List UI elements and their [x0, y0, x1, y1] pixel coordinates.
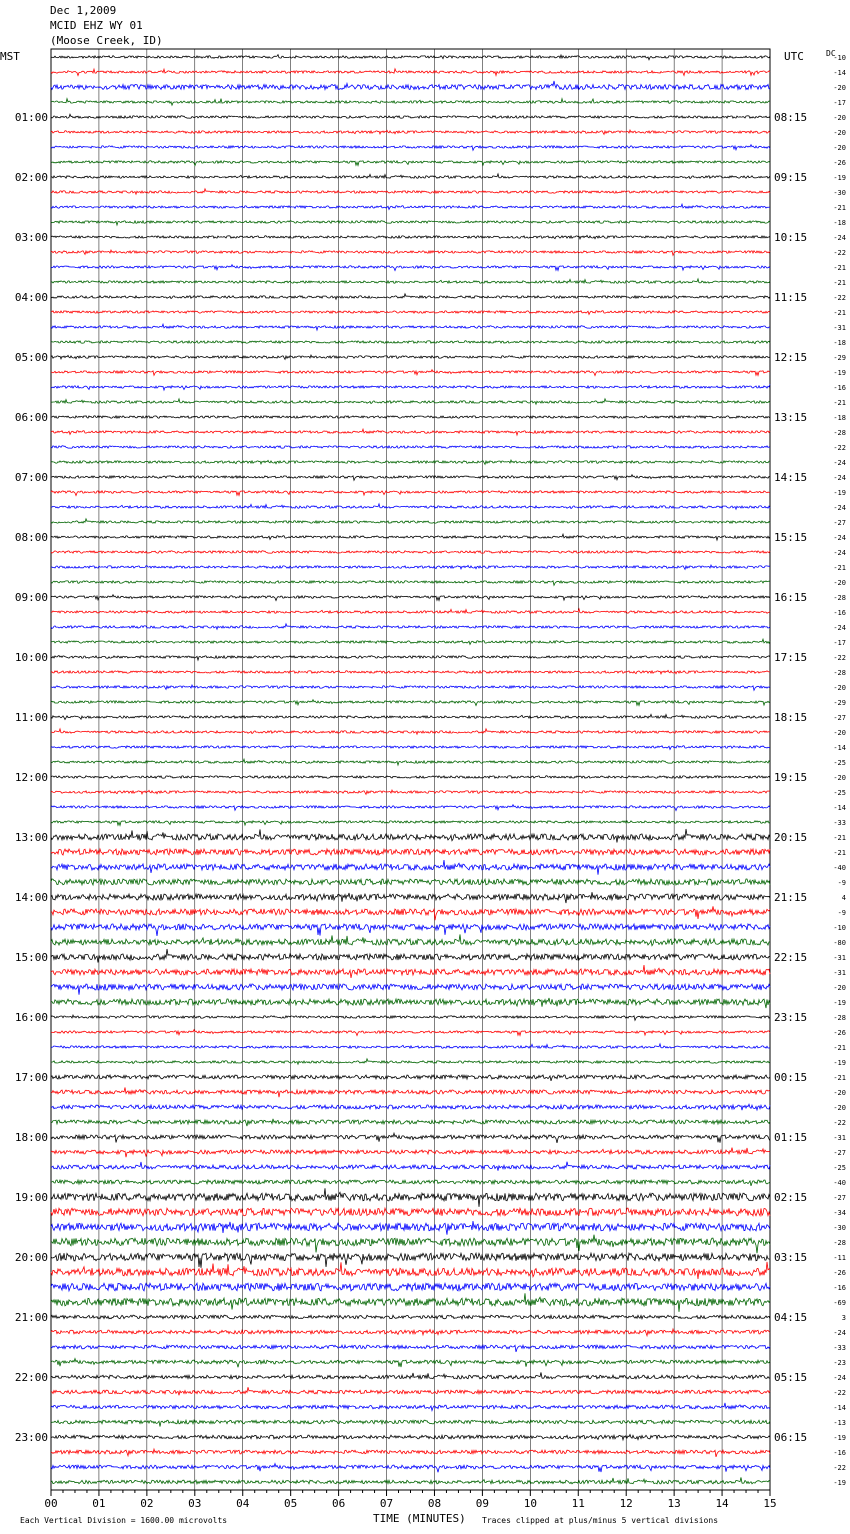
trace-line — [51, 475, 770, 481]
left-hour-label: 14:00 — [14, 891, 48, 904]
trace-line — [51, 1449, 770, 1457]
dc-offset-label: -24 — [833, 1374, 846, 1382]
trace-line — [51, 1235, 770, 1254]
dc-offset-label: -22 — [833, 1464, 846, 1472]
trace-line — [51, 949, 770, 963]
trace-line — [51, 565, 770, 569]
dc-offset-label: -25 — [833, 789, 846, 797]
dc-offset-label: -20 — [833, 774, 846, 782]
trace-line — [51, 429, 770, 435]
trace-line — [51, 776, 770, 778]
trace-line — [51, 1293, 770, 1312]
trace-line — [51, 279, 770, 283]
left-hour-label: 20:00 — [14, 1251, 48, 1264]
trace-line — [51, 609, 770, 613]
left-hour-label: 01:00 — [14, 111, 48, 124]
right-timezone-label: UTC — [784, 50, 804, 63]
dc-offset-label: -22 — [833, 249, 846, 257]
trace-line — [51, 879, 770, 885]
dc-offset-label: -24 — [833, 549, 846, 557]
trace-line — [51, 161, 770, 166]
dc-offset-label: -20 — [833, 729, 846, 737]
trace-line — [51, 892, 770, 903]
left-hour-label: 11:00 — [14, 711, 48, 724]
trace-line — [51, 1030, 770, 1036]
trace-line — [51, 965, 770, 978]
trace-line — [51, 1345, 770, 1352]
trace-line — [51, 81, 770, 90]
left-hour-label: 19:00 — [14, 1191, 48, 1204]
x-tick-label: 03 — [188, 1497, 202, 1510]
dc-offset-label: -9 — [837, 909, 846, 917]
x-tick-label: 05 — [284, 1497, 298, 1510]
trace-line — [51, 1315, 770, 1319]
left-hour-label: 07:00 — [14, 471, 48, 484]
dc-offset-label: -40 — [833, 864, 846, 872]
dc-offset-label: -27 — [833, 519, 846, 527]
trace-line — [51, 1087, 770, 1097]
right-hour-label: 21:15 — [774, 891, 808, 904]
trace-line — [51, 55, 770, 60]
dc-offset-label: -22 — [833, 444, 846, 452]
right-hour-label: 05:15 — [774, 1371, 808, 1384]
right-hour-label: 06:15 — [774, 1431, 808, 1444]
dc-offset-label: -21 — [833, 834, 846, 842]
dc-offset-label: -19 — [833, 999, 846, 1007]
trace-line — [51, 1015, 770, 1020]
trace-line — [51, 416, 770, 418]
right-hour-label: 14:15 — [774, 471, 808, 484]
trace-line — [51, 1372, 770, 1379]
trace-line — [51, 656, 770, 661]
dc-offset-label: -10 — [833, 924, 846, 932]
dc-offset-label: -33 — [833, 1344, 846, 1352]
right-hour-label: 18:15 — [774, 711, 808, 724]
trace-group — [51, 55, 770, 1484]
dc-offset-label: -20 — [833, 1089, 846, 1097]
right-hour-label: 19:15 — [774, 771, 808, 784]
label-group — [15, 54, 846, 1510]
trace-line — [51, 998, 770, 1008]
dc-offset-label: -28 — [833, 1014, 846, 1022]
left-hour-label: 15:00 — [14, 951, 48, 964]
dc-offset-label: -21 — [833, 564, 846, 572]
trace-line — [51, 460, 770, 464]
dc-offset-label: -21 — [833, 309, 846, 317]
trace-line — [51, 1221, 770, 1235]
x-tick-label: 15 — [763, 1497, 777, 1510]
left-hour-label: 03:00 — [14, 231, 48, 244]
dc-offset-label: -26 — [833, 1269, 846, 1277]
trace-line — [51, 311, 770, 315]
trace-line — [51, 670, 770, 674]
dc-offset-label: -27 — [833, 714, 846, 722]
trace-line — [51, 1477, 770, 1483]
dc-offset-label: -20 — [833, 144, 846, 152]
trace-line — [51, 519, 770, 523]
trace-line — [51, 1044, 770, 1048]
trace-line — [51, 174, 770, 179]
dc-offset-label: -14 — [833, 804, 846, 812]
trace-line — [51, 829, 770, 843]
dc-offset-label: -10 — [833, 54, 846, 62]
left-hour-label: 23:00 — [14, 1431, 48, 1444]
right-hour-label: 13:15 — [774, 411, 808, 424]
dc-offset-label: -29 — [833, 354, 846, 362]
x-tick-label: 01 — [92, 1497, 106, 1510]
dc-offset-label: -27 — [833, 1194, 846, 1202]
dc-offset-label: -25 — [833, 1164, 846, 1172]
trace-line — [51, 534, 770, 540]
trace-line — [51, 849, 770, 855]
trace-line — [51, 1133, 770, 1143]
dc-offset-label: -21 — [833, 204, 846, 212]
dc-offset-label: -31 — [833, 1134, 846, 1142]
dc-offset-label: -27 — [833, 1149, 846, 1157]
dc-offset-label: -13 — [833, 1419, 846, 1427]
trace-line — [51, 1329, 770, 1336]
left-hour-label: 17:00 — [14, 1071, 48, 1084]
trace-line — [51, 235, 770, 239]
trace-line — [51, 624, 770, 629]
left-hour-label: 16:00 — [14, 1011, 48, 1024]
trace-line — [51, 1075, 770, 1081]
dc-offset-label: -17 — [833, 639, 846, 647]
dc-offset-label: -80 — [833, 939, 846, 947]
footer-clip-note: Traces clipped at plus/minus 5 vertical divisions — [482, 1516, 719, 1525]
trace-line — [51, 294, 770, 299]
dc-offset-label: 4 — [841, 894, 846, 902]
header-station: MCID EHZ WY 01 — [50, 19, 143, 32]
dc-offset-label: -25 — [833, 759, 846, 767]
trace-line — [51, 581, 770, 586]
trace-line — [51, 221, 770, 225]
right-hour-label: 15:15 — [774, 531, 808, 544]
left-hour-label: 12:00 — [14, 771, 48, 784]
dc-offset-label: -33 — [833, 819, 846, 827]
left-hour-label: 02:00 — [14, 171, 48, 184]
dc-offset-label: -20 — [833, 129, 846, 137]
dc-offset-label: -22 — [833, 1389, 846, 1397]
dc-offset-label: -16 — [833, 384, 846, 392]
dc-offset-label: -21 — [833, 279, 846, 287]
trace-line — [51, 99, 770, 106]
dc-offset-label: -28 — [833, 669, 846, 677]
dc-offset-label: -40 — [833, 1179, 846, 1187]
right-hour-label: 17:15 — [774, 651, 808, 664]
dc-offset-label: -24 — [833, 1329, 846, 1337]
trace-line — [51, 491, 770, 496]
dc-offset-label: -9 — [837, 879, 846, 887]
trace-line — [51, 446, 770, 448]
right-hour-label: 23:15 — [774, 1011, 808, 1024]
dc-offset-label: -20 — [833, 1104, 846, 1112]
x-tick-label: 13 — [667, 1497, 681, 1510]
dc-offset-label: -28 — [833, 1239, 846, 1247]
trace-line — [51, 1162, 770, 1171]
trace-line — [51, 1119, 770, 1126]
dc-offset-label: -24 — [833, 534, 846, 542]
dc-offset-label: -19 — [833, 1059, 846, 1067]
trace-line — [51, 324, 770, 330]
dc-offset-label: -21 — [833, 399, 846, 407]
trace-line — [51, 341, 770, 344]
trace-line — [51, 1420, 770, 1426]
dc-offset-label: -16 — [833, 1449, 846, 1457]
x-tick-label: 11 — [571, 1497, 585, 1510]
dc-offset-label: -16 — [833, 1284, 846, 1292]
right-hour-label: 12:15 — [774, 351, 808, 364]
trace-line — [51, 399, 770, 404]
right-hour-label: 04:15 — [774, 1311, 808, 1324]
right-hour-label: 09:15 — [774, 171, 808, 184]
trace-line — [51, 759, 770, 765]
dc-offset-label: -20 — [833, 114, 846, 122]
x-axis-title: TIME (MINUTES) — [373, 1512, 466, 1525]
right-hour-label: 11:15 — [774, 291, 808, 304]
trace-line — [51, 1253, 770, 1268]
right-hour-label: 16:15 — [774, 591, 808, 604]
trace-line — [51, 1283, 770, 1291]
dc-offset-label: 3 — [841, 1314, 846, 1322]
x-tick-label: 04 — [236, 1497, 250, 1510]
trace-line — [51, 1435, 770, 1440]
x-tick-label: 00 — [44, 1497, 58, 1510]
dc-offset-label: -20 — [833, 984, 846, 992]
dc-offset-label: -28 — [833, 594, 846, 602]
x-tick-label: 14 — [715, 1497, 729, 1510]
dc-offset-label: -20 — [833, 684, 846, 692]
right-hour-label: 10:15 — [774, 231, 808, 244]
left-hour-label: 18:00 — [14, 1131, 48, 1144]
dc-offset-label: -14 — [833, 69, 846, 77]
left-hour-label: 10:00 — [14, 651, 48, 664]
trace-line — [51, 700, 770, 706]
trace-line — [51, 984, 770, 995]
dc-offset-label: -24 — [833, 624, 846, 632]
x-tick-label: 10 — [523, 1497, 537, 1510]
trace-line — [51, 805, 770, 811]
dc-offset-label: -21 — [833, 1074, 846, 1082]
x-tick-label: 02 — [140, 1497, 154, 1510]
trace-line — [51, 189, 770, 194]
dc-label: DC — [826, 49, 836, 58]
dc-offset-label: -21 — [833, 849, 846, 857]
trace-line — [51, 1059, 770, 1064]
trace-line — [51, 934, 770, 945]
right-hour-label: 00:15 — [774, 1071, 808, 1084]
dc-offset-label: -20 — [833, 84, 846, 92]
trace-line — [51, 1387, 770, 1395]
dc-offset-label: -18 — [833, 339, 846, 347]
dc-offset-label: -23 — [833, 1359, 846, 1367]
left-timezone-label: MST — [0, 50, 20, 63]
trace-line — [51, 1403, 770, 1411]
trace-line — [51, 924, 770, 936]
trace-line — [51, 1104, 770, 1110]
dc-offset-label: -26 — [833, 159, 846, 167]
trace-line — [51, 1188, 770, 1207]
trace-line — [51, 906, 770, 920]
dc-offset-label: -26 — [833, 1029, 846, 1037]
trace-line — [51, 860, 770, 875]
dc-offset-label: -19 — [833, 489, 846, 497]
trace-line — [51, 1359, 770, 1368]
dc-offset-label: -24 — [833, 504, 846, 512]
dc-offset-label: -18 — [833, 414, 846, 422]
trace-line — [51, 204, 770, 209]
left-hour-label: 22:00 — [14, 1371, 48, 1384]
right-hour-label: 02:15 — [774, 1191, 808, 1204]
dc-offset-label: -20 — [833, 579, 846, 587]
dc-offset-label: -28 — [833, 429, 846, 437]
dc-offset-label: -30 — [833, 1224, 846, 1232]
right-hour-label: 08:15 — [774, 111, 808, 124]
trace-line — [51, 114, 770, 118]
trace-line — [51, 1464, 770, 1473]
dc-offset-label: -31 — [833, 969, 846, 977]
right-hour-label: 01:15 — [774, 1131, 808, 1144]
dc-offset-label: -14 — [833, 744, 846, 752]
trace-line — [51, 820, 770, 825]
trace-line — [51, 551, 770, 553]
trace-line — [51, 69, 770, 76]
dc-offset-label: -17 — [833, 99, 846, 107]
dc-offset-label: -24 — [833, 234, 846, 242]
dc-offset-label: -21 — [833, 264, 846, 272]
x-tick-label: 12 — [619, 1497, 633, 1510]
trace-line — [51, 639, 770, 644]
trace-line — [51, 746, 770, 750]
dc-offset-label: -69 — [833, 1299, 846, 1307]
dc-offset-label: -21 — [833, 1044, 846, 1052]
dc-offset-label: -16 — [833, 609, 846, 617]
left-hour-label: 09:00 — [14, 591, 48, 604]
trace-line — [51, 250, 770, 255]
left-hour-label: 08:00 — [14, 531, 48, 544]
trace-line — [51, 685, 770, 690]
x-tick-label: 08 — [427, 1497, 442, 1510]
trace-line — [51, 1208, 770, 1216]
trace-line — [51, 265, 770, 271]
x-tick-label: 09 — [475, 1497, 490, 1510]
left-hour-label: 13:00 — [14, 831, 48, 844]
right-hour-label: 03:15 — [774, 1251, 808, 1264]
dc-offset-label: -24 — [833, 474, 846, 482]
trace-line — [51, 130, 770, 134]
dc-offset-label: -22 — [833, 1119, 846, 1127]
trace-line — [51, 355, 770, 359]
left-hour-label: 21:00 — [14, 1311, 48, 1324]
trace-line — [51, 370, 770, 376]
dc-offset-label: -22 — [833, 654, 846, 662]
footer-scale-note: Each Vertical Division = 1600.00 microvolts — [20, 1516, 228, 1525]
right-hour-label: 22:15 — [774, 951, 808, 964]
trace-line — [51, 384, 770, 390]
left-hour-label: 04:00 — [14, 291, 48, 304]
dc-offset-label: -31 — [833, 954, 846, 962]
dc-offset-label: -11 — [833, 1254, 846, 1262]
dc-offset-label: -30 — [833, 189, 846, 197]
grid-lines — [51, 49, 770, 1496]
left-hour-label: 05:00 — [14, 351, 48, 364]
dc-offset-label: -19 — [833, 1434, 846, 1442]
dc-offset-label: -19 — [833, 1479, 846, 1487]
trace-line — [51, 1262, 770, 1279]
dc-offset-label: -19 — [833, 369, 846, 377]
trace-line — [51, 145, 770, 151]
header-date: Dec 1,2009 — [50, 4, 117, 17]
trace-line — [51, 790, 770, 794]
x-tick-label: 06 — [331, 1497, 346, 1510]
dc-offset-label: -19 — [833, 174, 846, 182]
dc-offset-label: -29 — [833, 699, 846, 707]
x-tick-label: 07 — [379, 1497, 394, 1510]
right-hour-label: 20:15 — [774, 831, 808, 844]
dc-offset-label: -31 — [833, 324, 846, 332]
trace-line — [51, 714, 770, 719]
trace-line — [51, 1180, 770, 1186]
dc-offset-label: -14 — [833, 1404, 846, 1412]
dc-offset-label: -24 — [833, 459, 846, 467]
header-location: (Moose Creek, ID) — [50, 34, 163, 47]
left-hour-label: 06:00 — [14, 411, 48, 424]
dc-offset-label: -18 — [833, 219, 846, 227]
dc-offset-label: -34 — [833, 1209, 846, 1217]
trace-line — [51, 504, 770, 509]
trace-line — [51, 595, 770, 601]
trace-line — [51, 1148, 770, 1158]
trace-line — [51, 729, 770, 734]
dc-offset-label: -22 — [833, 294, 846, 302]
